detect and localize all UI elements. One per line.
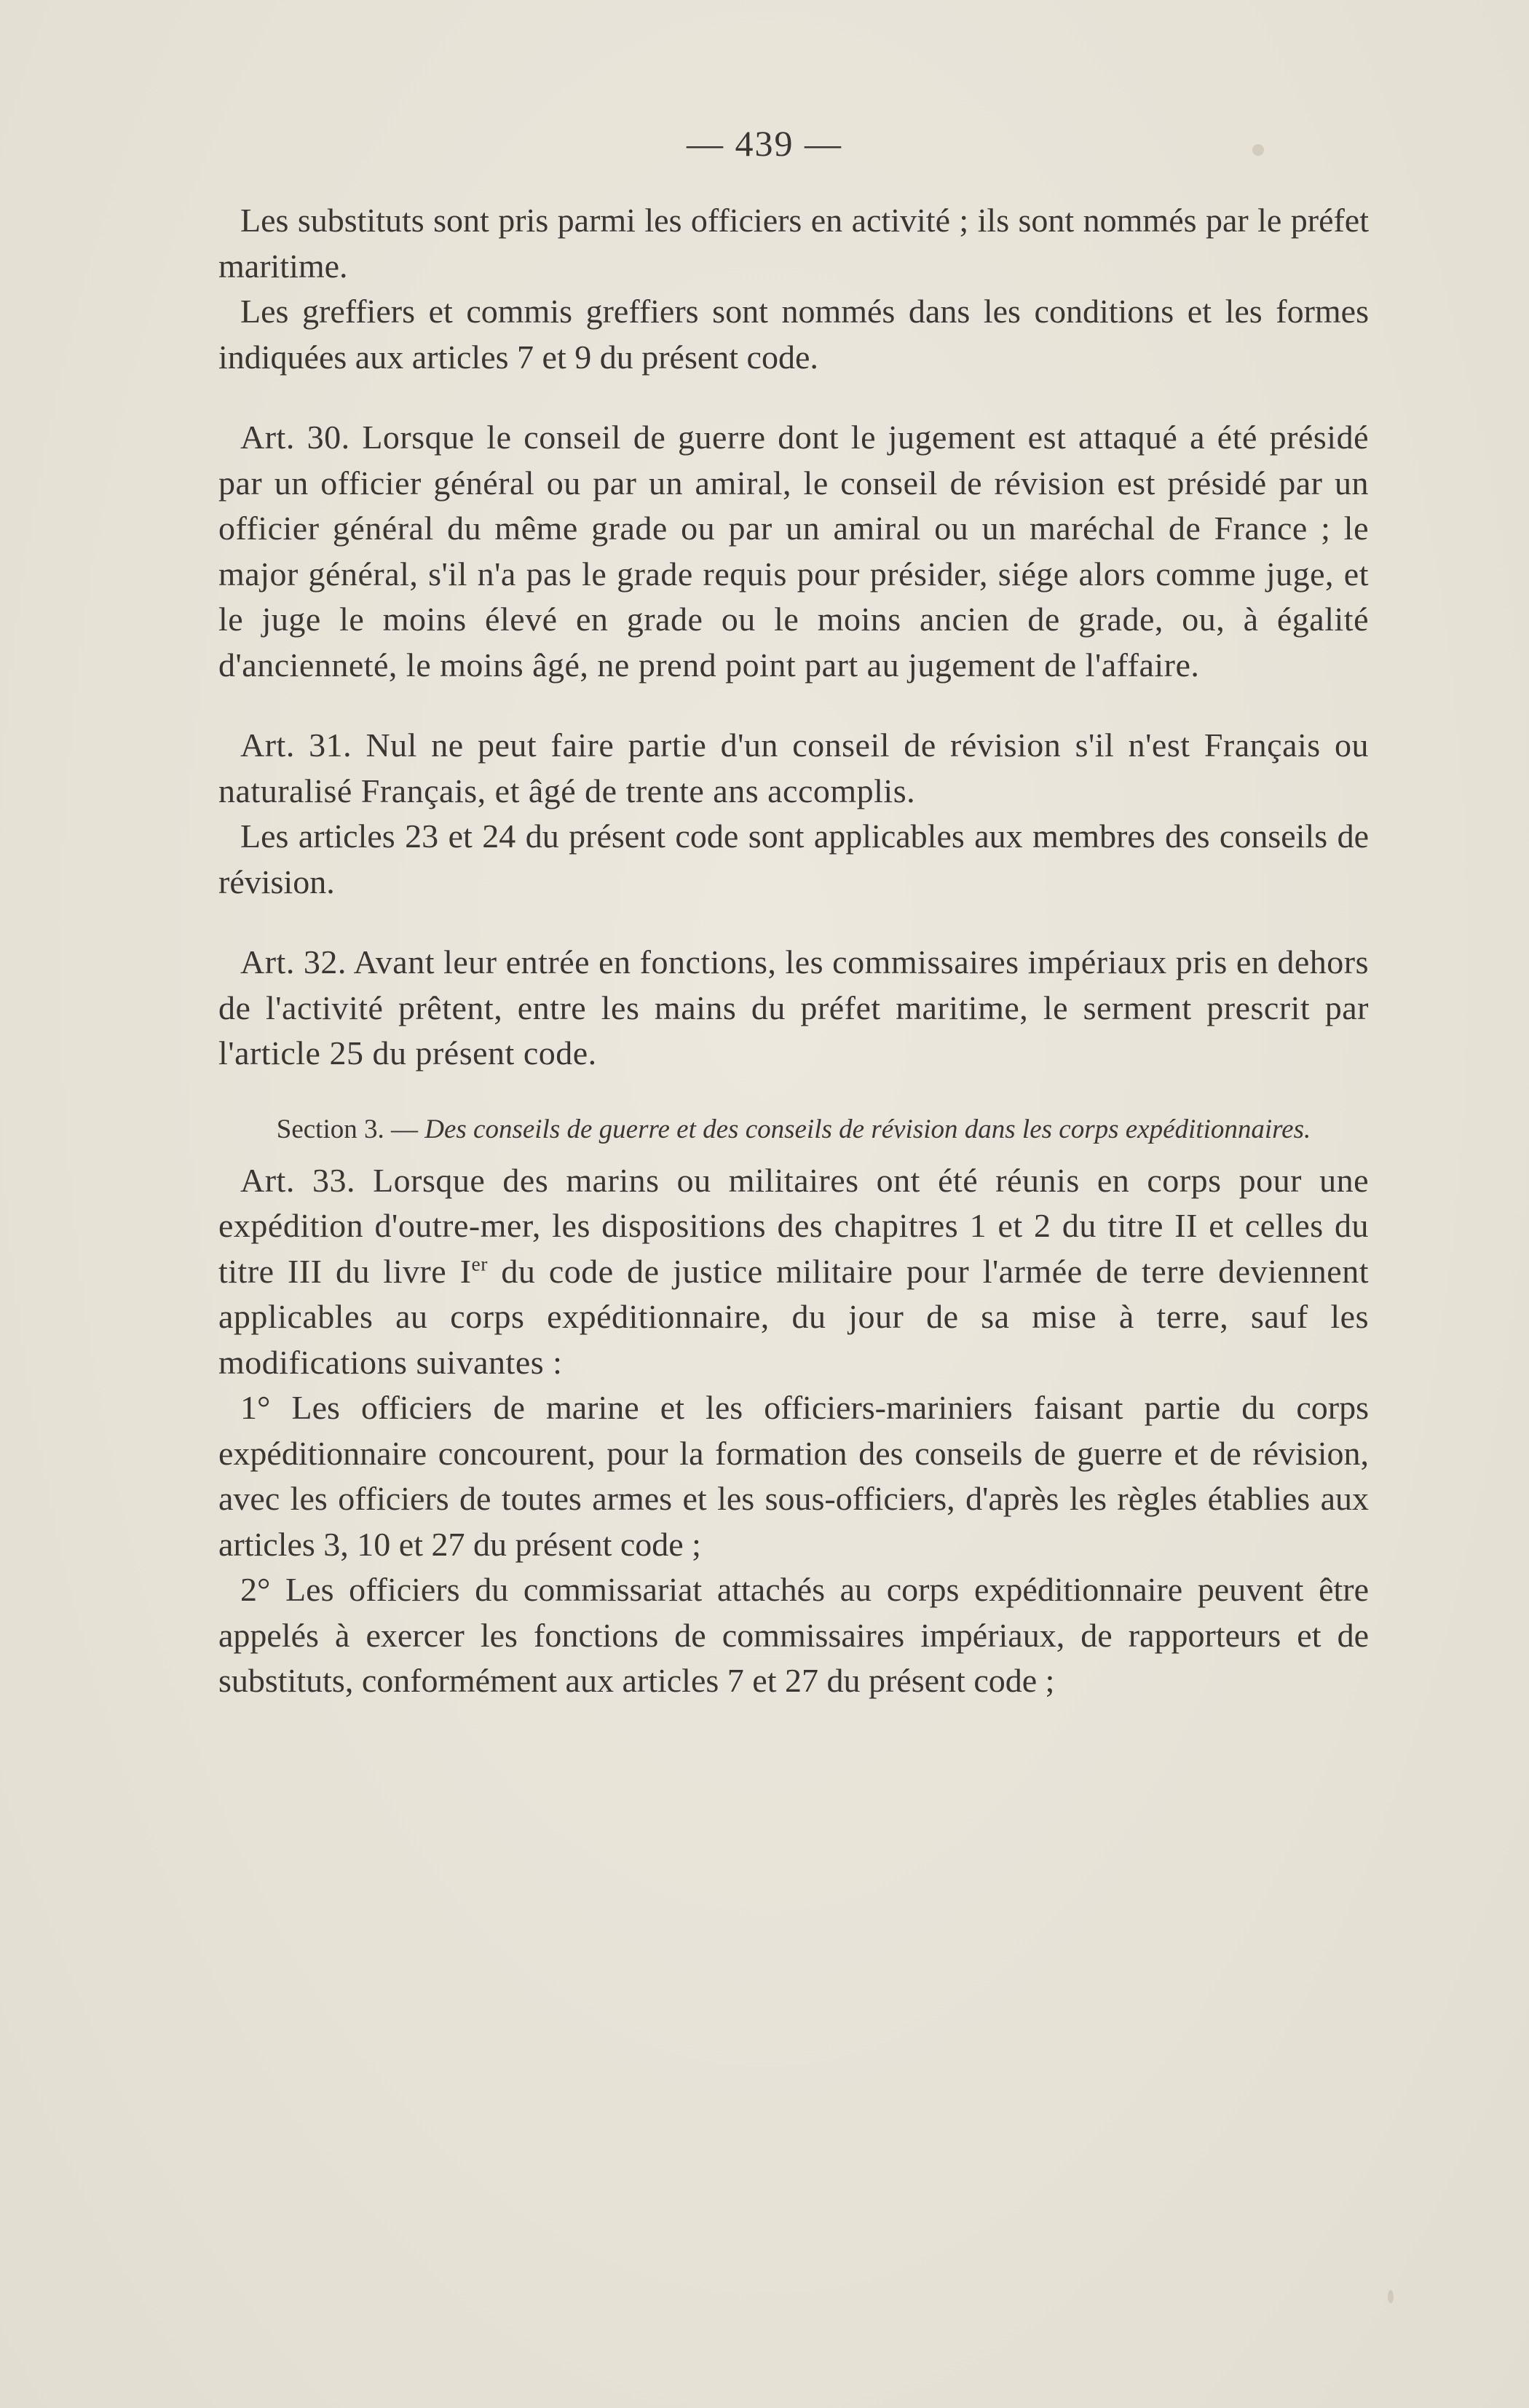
article-31-paragraph-2: Les articles 23 et 24 du présent code sont applicables aux membres des conseils de révision.: [218, 817, 1369, 900]
article-33-intro: Art. 33. Lorsque des marins ou militaires ont été réunis en corps pour une expédition d'outre-mer, les dispositions des chapitres 1 et 2 du titre II et celles du titre III du livre I: [218, 1161, 1369, 1290]
paragraph-gap: [218, 1077, 1369, 1106]
article-33-item-1: 1° Les officiers de marine et les officiers-mariniers faisant partie du corps expéditionnaire concourent, pour la formation des conseils de guerre et de révision, avec les officiers de toutes armes et les sous-officiers, d'après les règles établies aux articles 3, 10 et 27 du présent code ;: [218, 1389, 1369, 1563]
article-33: [218, 1158, 1369, 1386]
article-31: Art. 31. Nul ne peut faire partie d'un conseil de révision s'il n'est Français ou naturalisé Français, et âgé de trente ans accomplis.: [218, 726, 1369, 809]
paragraph-gap: [218, 688, 1369, 723]
paragraph-gap: [218, 380, 1369, 415]
section-heading: [218, 1112, 1369, 1148]
article-30: Art. 30. Lorsque le conseil de guerre dont le jugement est attaqué a été présidé par un officier général ou par un amiral, le conseil de révision est présidé par un officier général du même grade ou par un amiral ou un maréchal de France ; le major général, s'il n'a pas le grade requis pour présider, siége alors comme juge, et le juge le moins élevé en grade ou le moins ancien de grade, ou, à égalité d'ancienneté, le moins âgé, ne prend point part au jugement de l'affaire.: [218, 419, 1369, 684]
section-label: Section 3. —: [276, 1114, 418, 1144]
section-title: Des conseils de guerre et des conseils de révision dans les corps expéditionnaires.: [424, 1114, 1311, 1144]
page-number: — 439 —: [687, 123, 842, 164]
article-32: Art. 32. Avant leur entrée en fonctions, les commissaires impériaux pris en dehors de l'activité prêtent, entre les mains du préfet maritime, le serment prescrit par l'article 25 du présent code.: [218, 943, 1369, 1072]
paper-blemish: [1388, 2290, 1394, 2303]
article-33-intro-continued: du code de justice militaire pour l'armée de terre deviennent applicables au corps expéditionnaire, du jour de sa mise à terre, sauf les modifications suivantes :: [218, 1252, 1369, 1381]
paragraph-gap: [218, 905, 1369, 940]
paragraph-greffiers: Les greffiers et commis greffiers sont nommés dans les conditions et les formes indiquées aux articles 7 et 9 du présent code.: [218, 293, 1369, 376]
article-33-item-2: 2° Les officiers du commissariat attachés au corps expéditionnaire peuvent être appelés à exercer les fonctions de commissaires impériaux, de rapporteurs et de substituts, conformément aux articles 7 et 27 du présent code ;: [218, 1571, 1369, 1699]
ordinal-superscript: er: [471, 1252, 488, 1275]
paragraph-substituts: Les substituts sont pris parmi les officiers en activité ; ils sont nommés par le préfet maritime.: [218, 202, 1369, 285]
page-body: [218, 198, 1369, 1704]
